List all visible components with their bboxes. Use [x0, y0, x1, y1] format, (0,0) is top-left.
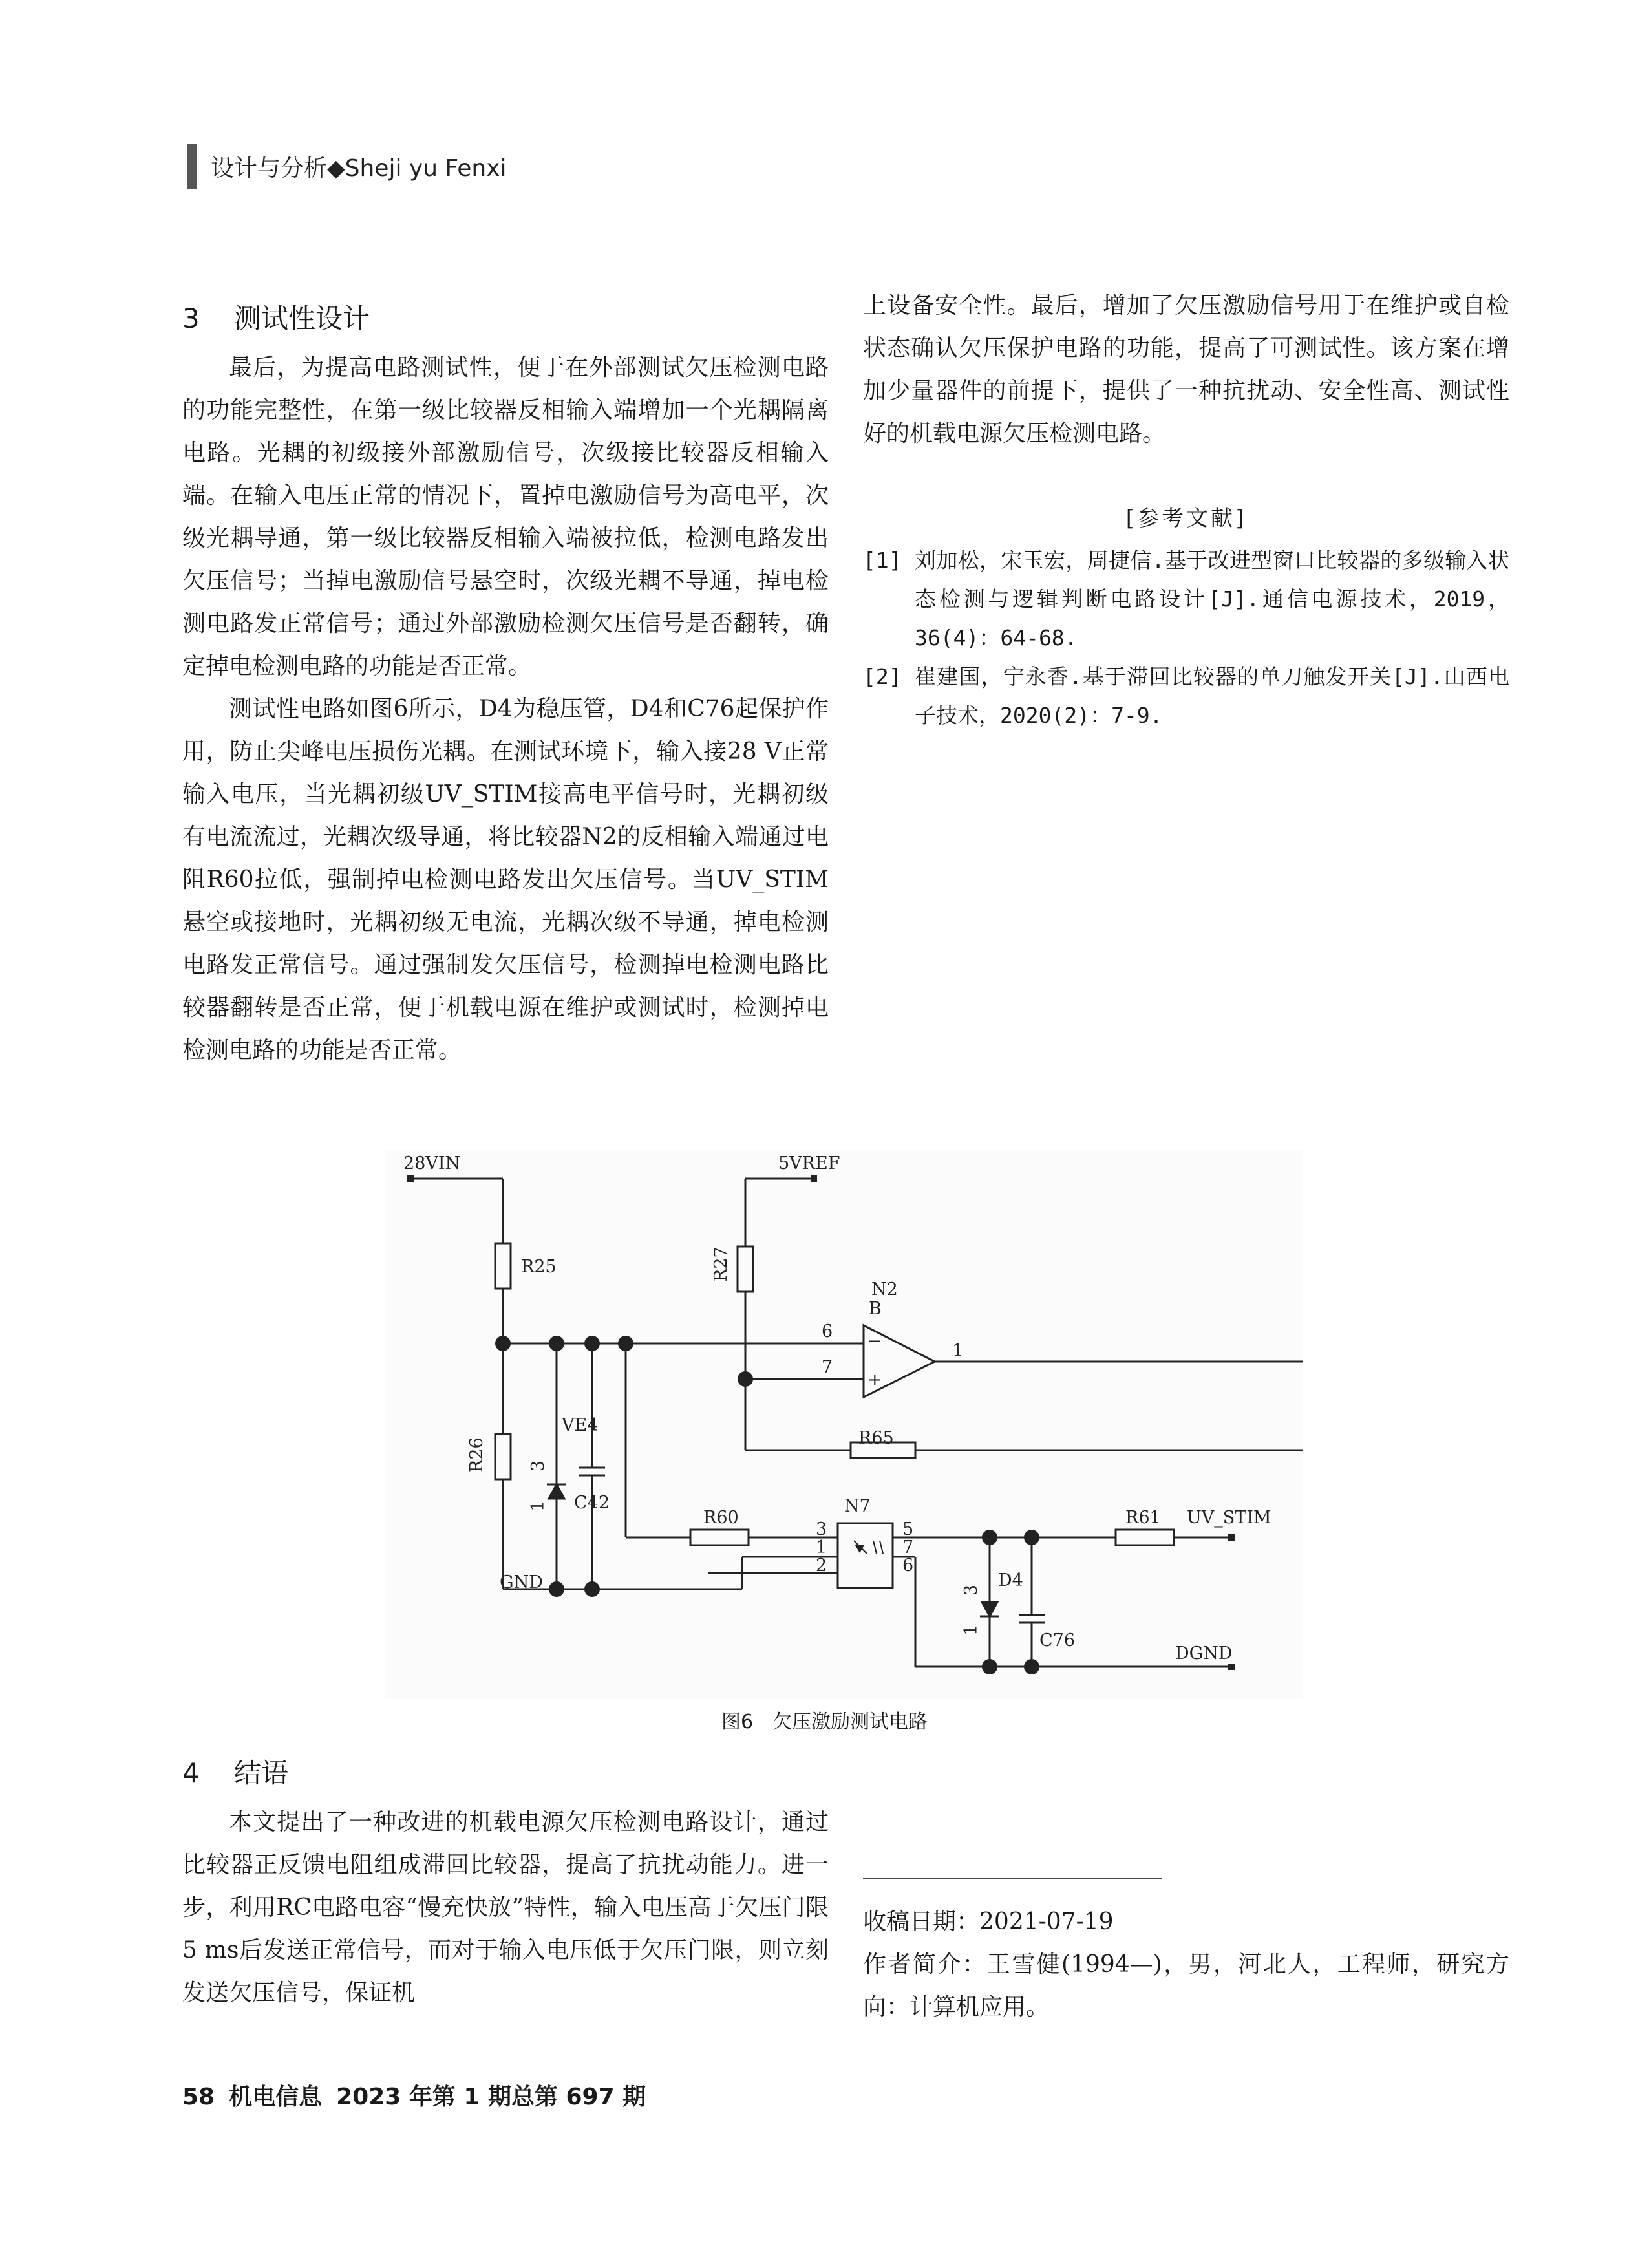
author-bio: [863, 1943, 1509, 2029]
issue-info: 2023 年第 1 期总第 697 期: [336, 2084, 646, 2110]
label-c76: C76: [1039, 1631, 1076, 1651]
section-title: 结语: [234, 1757, 289, 1789]
received-label: 收稿日期：: [863, 1909, 980, 1935]
label-dgnd: DGND: [1175, 1643, 1233, 1664]
label-opto-pin7: 7: [902, 1537, 914, 1557]
paragraph: 最后，为提高电路测试性，便于在外部测试欠压检测电路的功能完整性，在第一级比较器反相输入端增加一个光耦隔离电路。光耦的初级接外部激励信号，次级接比较器反相输入端。在输入电压正常的情况下，置掉电激励信号为高电平，次级光耦导通，第一级比较器反相输入端被拉低，检测电路发出欠压信号；当掉电激励信号悬空时，次级光耦不导通，掉电检测电路发正常信号；通过外部激励检测欠压信号是否翻转，确定掉电检测电路的功能是否正常。: [182, 354, 829, 679]
label-plus: +: [867, 1370, 882, 1390]
label-opto-pin3: 3: [816, 1519, 827, 1539]
label-zener-3: 3: [528, 1460, 548, 1471]
author-label: 作者简介：: [863, 1951, 987, 1978]
label-r65: R65: [858, 1428, 894, 1448]
right-column: [863, 284, 1509, 735]
section-title: 测试性设计: [234, 303, 370, 334]
label-d4-pin3: 3: [961, 1584, 981, 1596]
references-title: [参考文献]: [1125, 506, 1247, 531]
reference-item: [863, 658, 1509, 735]
reference-text: 崔建国，宁永香.基于滞回比较器的单刀触发开关[J].山西电子技术，2020(2)：7-9.: [915, 664, 1509, 728]
footnote: [863, 1878, 1509, 2029]
circuit-diagram: [385, 1150, 1303, 1699]
paragraph: 测试性电路如图6所示，D4为稳压管，D4和C76起保护作用，防止尖峰电压损伤光耦。在测试环境下，输入接28 V正常输入电压，当光耦初级UV_STIM接高电平信号时，光耦初级有电流流过，光耦次级导通，将比较器N2的反相输入端通过电阻R60拉低，强制掉电检测电路发出欠压信号。当UV_STIM悬空或接地时，光耦初级无电流，光耦次级不导通，掉电检测电路发正常信号。通过强制发欠压信号，检测掉电检测电路比较器翻转是否正常，便于机载电源在维护或测试时，检测掉电检测电路的功能是否正常。: [182, 696, 829, 1064]
received-date: [863, 1901, 1509, 1943]
page-footer: [182, 2079, 660, 2112]
label-ve4: VE4: [562, 1415, 599, 1435]
page-number: 58: [182, 2084, 215, 2110]
label-minus: −: [867, 1331, 882, 1351]
label-uv-stim: UV_STIM: [1187, 1508, 1271, 1528]
label-n2: N2: [871, 1279, 898, 1300]
running-title: 设计与分析◆Sheji yu Fenxi: [211, 155, 507, 182]
left-column: [182, 284, 829, 1072]
section-4-heading: [182, 1752, 829, 1791]
section-number: 3: [182, 303, 200, 334]
received-value: 2021-07-19: [979, 1909, 1114, 1935]
label-opto-pin2: 2: [816, 1556, 827, 1576]
label-b: B: [869, 1299, 882, 1319]
paragraph: 上设备安全性。最后，增加了欠压激励信号用于在维护或自检状态确认欠压保护电路的功能，提高了可测试性。该方案在增加少量器件的前提下，提供了一种抗扰动、安全性高、测试性好的机载电源欠压检测电路。: [863, 292, 1509, 447]
label-r61: R61: [1125, 1508, 1161, 1528]
footnote-rule: [863, 1878, 1162, 1879]
reference-index: [1]: [863, 548, 902, 573]
section-4: [182, 1739, 829, 2015]
label-pin6: 6: [822, 1321, 833, 1342]
header-bar: [187, 144, 197, 189]
label-c42: C42: [574, 1493, 610, 1513]
reference-text: 刘加松，宋玉宏，周捷信.基于改进型窗口比较器的多级输入状态检测与逻辑判断电路设计[J].通信电源技术，2019，36(4)：64-68.: [915, 548, 1509, 650]
label-opto-pin5: 5: [902, 1519, 914, 1539]
label-r26: R26: [467, 1437, 487, 1473]
section-number: 4: [182, 1757, 200, 1789]
running-header: [187, 144, 507, 189]
label-d4: D4: [998, 1570, 1023, 1590]
section-3-heading: [182, 297, 829, 336]
reference-item: [863, 541, 1509, 658]
label-pin7: 7: [822, 1357, 833, 1377]
reference-index: [2]: [863, 664, 902, 689]
label-r60: R60: [703, 1508, 739, 1528]
label-28vin: 28VIN: [403, 1153, 461, 1173]
label-gnd: GND: [500, 1572, 543, 1592]
circuit-figure: [385, 1150, 1303, 1699]
journal-name: 机电信息: [229, 2084, 323, 2110]
label-pin1: 1: [952, 1341, 964, 1361]
optocoupler-symbol: [854, 1541, 883, 1554]
label-zener-1: 1: [528, 1500, 548, 1512]
label-r27: R27: [711, 1246, 731, 1282]
label-n7: N7: [844, 1496, 871, 1516]
label-5vref: 5VREF: [778, 1153, 840, 1173]
figure-caption: 图6 欠压激励测试电路: [721, 1711, 928, 1733]
label-r25: R25: [521, 1257, 557, 1277]
label-opto-pin6: 6: [902, 1556, 914, 1576]
label-opto-pin1: 1: [816, 1537, 827, 1557]
author-value: 王雪健(1994—)，男，河北人，工程师，研究方向：计算机应用。: [863, 1951, 1509, 2020]
label-d4-pin1: 1: [961, 1624, 981, 1636]
paragraph: 本文提出了一种改进的机载电源欠压检测电路设计，通过比较器正反馈电阻组成滞回比较器，提高了抗扰动能力。进一步，利用RC电路电容“慢充快放”特性，输入电压高于欠压门限5 ms后发送正常信号，而对于输入电压低于欠压门限，则立刻发送欠压信号，保证机: [182, 1809, 829, 2006]
